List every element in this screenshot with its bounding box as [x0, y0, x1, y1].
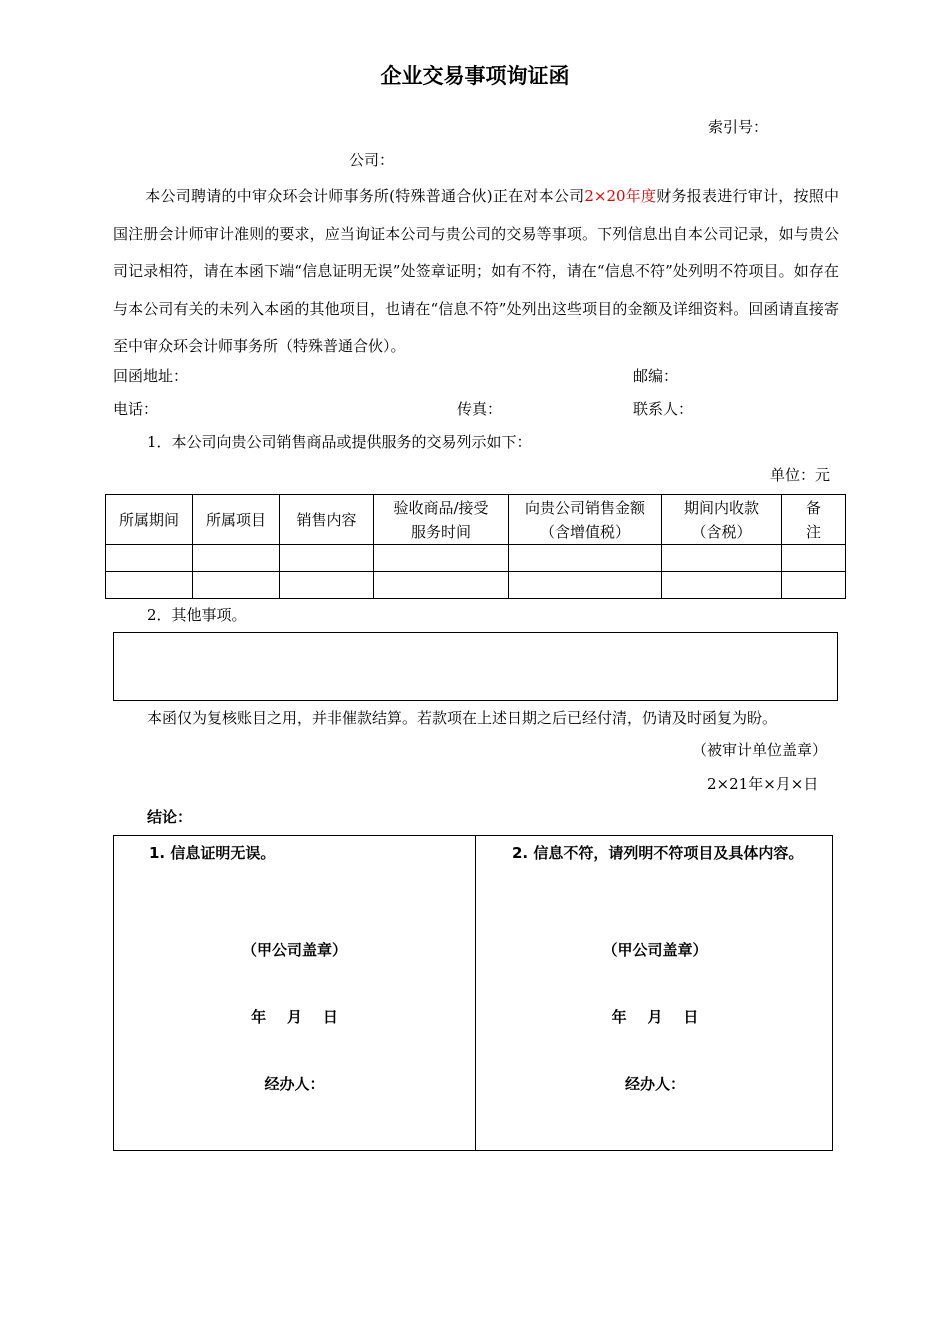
- left-handler-label: 经办人：: [264, 1075, 325, 1093]
- audit-year: 2×20年度: [584, 187, 657, 205]
- header-sales-amount: 向贵公司销售金额 （含增值税）: [509, 495, 662, 545]
- disclaimer-text: 本函仅为复核账目之用，并非催款结算。若款项在上述日期之后已经付清，仍请及时函复为盼。: [147, 709, 778, 727]
- other-matters-box[interactable]: [113, 632, 838, 701]
- table-cell[interactable]: [193, 572, 280, 599]
- table-cell[interactable]: [374, 545, 509, 572]
- left-date-label: 年 月 日: [251, 1008, 338, 1026]
- left-seal-label: （甲公司盖章）: [241, 941, 347, 959]
- auditee-seal-label: （被审计单位盖章）: [692, 741, 828, 759]
- table-cell[interactable]: [374, 572, 509, 599]
- return-address-label: 回函地址：: [113, 367, 189, 385]
- section-1-heading: 1．本公司向贵公司销售商品或提供服务的交易列示如下：: [147, 433, 532, 451]
- table-cell[interactable]: [106, 545, 193, 572]
- table-cell[interactable]: [509, 572, 662, 599]
- postcode-label: 邮编：: [633, 367, 679, 385]
- body-text-pre: 本公司聘请的中审众环会计师事务所(特殊普通合伙)正在对本公司: [145, 187, 585, 205]
- discrepancy-heading: 2. 信息不符，请列明不符项目及具体内容。: [512, 844, 804, 862]
- table-cell[interactable]: [509, 545, 662, 572]
- transaction-table: [105, 494, 846, 599]
- contact-person-label: 联系人：: [633, 400, 694, 418]
- table-cell[interactable]: [662, 545, 782, 572]
- header-period: 所属期间: [106, 495, 193, 545]
- header-remarks: 备 注: [782, 495, 846, 545]
- table-cell[interactable]: [193, 545, 280, 572]
- right-date-label: 年 月 日: [611, 1008, 699, 1026]
- header-item: 所属项目: [193, 495, 280, 545]
- right-seal-label: （甲公司盖章）: [602, 941, 708, 959]
- confirm-correct-heading: 1. 信息证明无误。: [149, 844, 276, 862]
- fax-label: 传真：: [457, 400, 503, 418]
- unit-label: 单位：元: [770, 466, 831, 484]
- header-acceptance-time: 验收商品/接受 服务时间: [374, 495, 509, 545]
- page-title: 企业交易事项询证函: [380, 64, 570, 88]
- table-cell[interactable]: [662, 572, 782, 599]
- table-row: [106, 572, 846, 599]
- conclusion-label: 结论：: [147, 808, 193, 826]
- table-cell[interactable]: [782, 572, 846, 599]
- conclusion-box: [113, 835, 833, 1151]
- table-cell[interactable]: [106, 572, 193, 599]
- table-cell[interactable]: [280, 545, 374, 572]
- header-content: 销售内容: [280, 495, 374, 545]
- body-paragraph: [113, 178, 839, 366]
- table-cell[interactable]: [782, 545, 846, 572]
- header-collection: 期间内收款 （含税）: [662, 495, 782, 545]
- company-label: 公司：: [349, 151, 395, 169]
- table-cell[interactable]: [280, 572, 374, 599]
- right-handler-label: 经办人：: [624, 1075, 685, 1093]
- index-number-label: 索引号：: [708, 118, 769, 136]
- table-row: [106, 545, 846, 572]
- phone-label: 电话：: [113, 400, 159, 418]
- body-text-post: 财务报表进行审计，按照中国注册会计师审计准则的要求，应当询证本公司与贵公司的交易等事项。下列信息出自本公司记录，如与贵公司记录相符，请在本函下端“信息证明无误”处签章证明；如有不符，请在“信息不符”处列明不符项目。如存在与本公司有关的未列入本函的其他项目，也请在“信息不符”处列出这些项目的金额及详细资料。回函请直接寄至中审众环会计师事务所（特殊普通合伙）。: [113, 187, 839, 355]
- section-2-heading: 2．其他事项。: [147, 606, 247, 624]
- letter-date: 2×21年×月×日: [707, 775, 819, 793]
- table-header-row: [106, 495, 846, 545]
- conclusion-divider: [475, 836, 476, 1150]
